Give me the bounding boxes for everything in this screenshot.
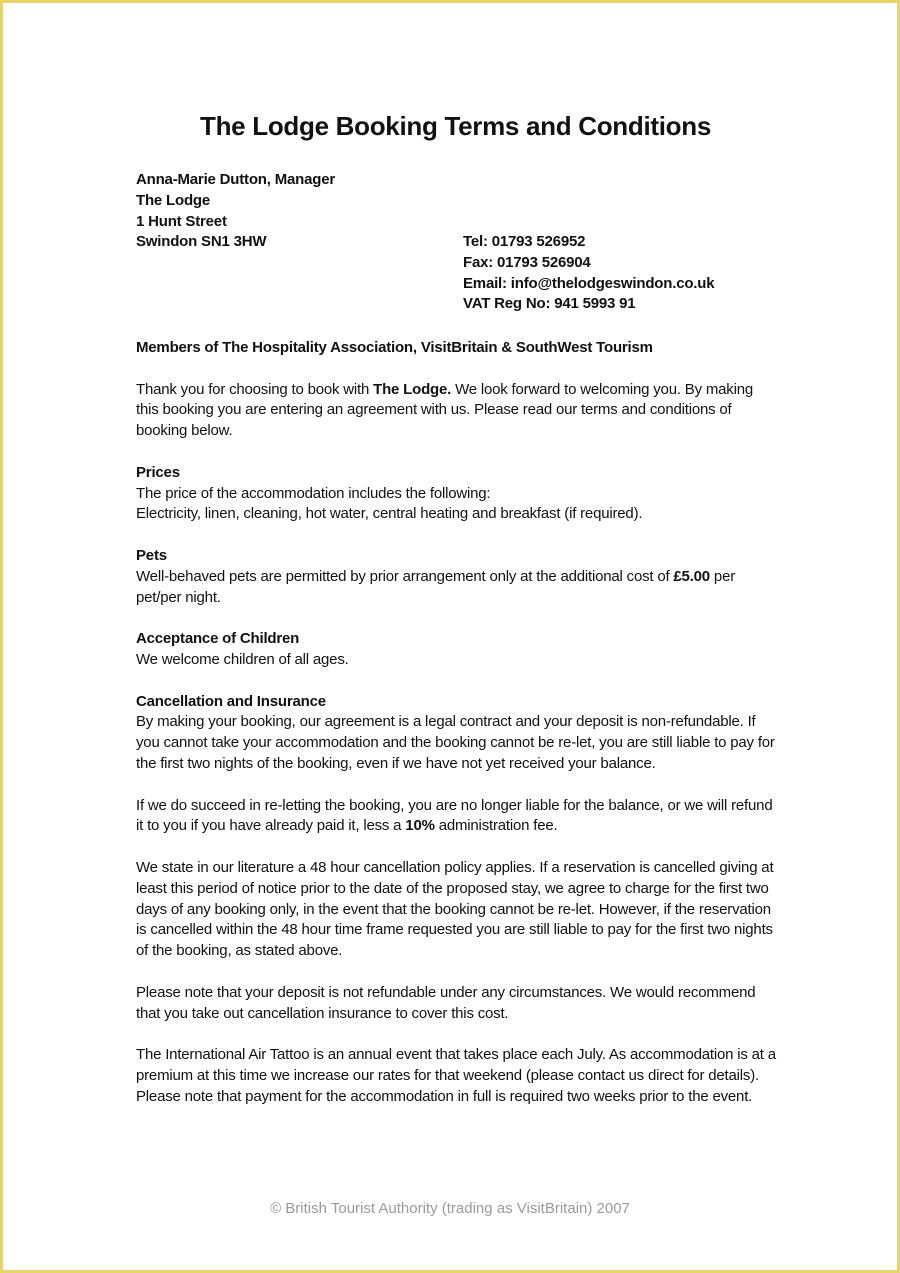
cancellation-heading: Cancellation and Insurance [136,692,326,710]
town-postcode: Swindon SN1 3HW [136,233,267,251]
pets-section [136,546,776,608]
street-address: 1 Hunt Street [136,212,227,230]
cancellation-paragraph-2 [136,796,776,838]
prices-heading: Prices [136,463,180,481]
contact-details [463,232,714,315]
pets-text [136,567,776,609]
fax: Fax: 01793 526904 [463,253,591,271]
memberships: Members of The Hospitality Association, VisitBritain & SouthWest Tourism [136,339,653,356]
page-title: The Lodge Booking Terms and Conditions [200,111,711,141]
manager-name: Anna-Marie Dutton, Manager [136,171,335,188]
intro-text-end: We look forward to welcoming you. By making this booking you are entering an agreement with us. Please read our terms and conditions of booking below. [136,380,753,440]
business-name: The Lodge [136,191,211,209]
children-heading: Acceptance of Children [136,630,300,648]
pets-heading: Pets [136,546,167,564]
cancellation-paragraph-5: The International Air Tattoo is an annual event that takes place each July. As accommodation is at a premium at this time we increase our rates for that weekend (please contact us direct for details). Please note that payment for the accommodation in full is required two weeks prior to the event. [136,1046,776,1105]
address-block [136,170,776,316]
cancellation-paragraph-4: Please note that your deposit is not refundable under any circumstances. We would recommend that you take out cancellation insurance to cover this cost. [136,983,756,1022]
pets-text-start: Well-behaved pets are permitted by prior arrangement only at the additional cost of [136,567,674,585]
cancellation-paragraph-3: We state in our literature a 48 hour cancellation policy applies. If a reservation is cancelled giving at least this period of notice prior to the date of the proposed stay, we agree to charge for the first two days of any booking only, in the event that the booking cannot be re-let. However, if the reservation is cancelled within the 48 hour time frame requested you are still liable to pay for the first two nights of the booking, as stated above. [136,858,774,960]
telephone: Tel: 01793 526952 [463,233,586,250]
admin-fee-percent: 10% [405,817,435,835]
intro-lodge-name: The Lodge. [373,380,452,398]
postal-address [136,170,335,253]
prices-line-1: The price of the accommodation includes the following: [136,484,491,502]
relet-text-start: If we do succeed in re-letting the booking, you are no longer liable for the balance, or we will refund it to you if you have already paid it, less a [136,796,773,835]
email: Email: info@thelodgeswindon.co.uk [463,274,715,292]
copyright-footer: © British Tourist Authority (trading as VisitBritain) 2007 [270,1200,630,1217]
pets-text-end: per pet/per night. [136,567,736,606]
document-body [136,108,776,1107]
cancellation-paragraph-1: By making your booking, our agreement is a legal contract and your deposit is non-refundable. If you cannot take your accommodation and the booking cannot be re-let, you are still liable to pay for the first two nights of the booking, even if we have not yet received your balance. [136,713,775,772]
intro-text-start: Thank you for choosing to book with [136,380,374,398]
relet-text-end: administration fee. [434,817,558,835]
prices-line-2: Electricity, linen, cleaning, hot water, central heating and breakfast (if required). [136,505,643,523]
pets-cost: £5.00 [673,567,710,585]
vat-number: VAT Reg No: 941 5993 91 [463,295,636,313]
children-text: We welcome children of all ages. [136,650,349,668]
cancellation-section [136,692,776,1108]
children-section [136,629,776,671]
intro-paragraph [136,380,776,442]
prices-section [136,463,776,525]
